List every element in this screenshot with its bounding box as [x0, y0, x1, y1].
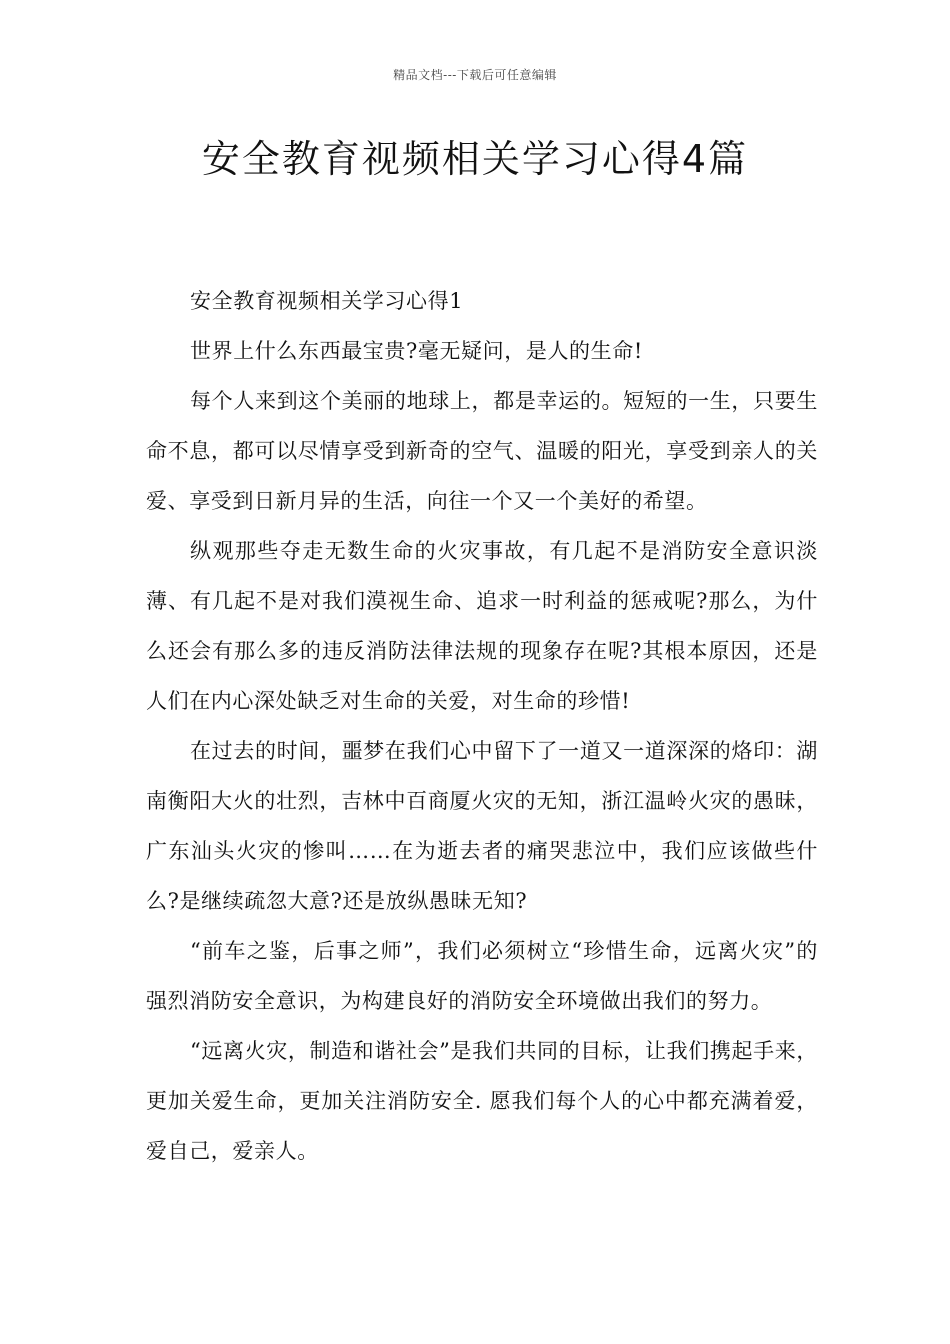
paragraph: 世界上什么东西最宝贵?毫无疑问，是人的生命!: [190, 339, 643, 363]
paragraph: 每个人来到这个美丽的地球上，都是幸运的。短短的一生，只要生命不息，都可以尽情享受到新奇的空气、温暖的阳光，享受到亲人的关爱、享受到日新月异的生活，向往一个又一个美好的希望。: [146, 389, 818, 513]
paragraph: “远离火灾，制造和谐社会”是我们共同的目标，让我们携起手来，更加关爱生命，更加关注消防安全. 愿我们每个人的心中都充满着爱，爱自己，爱亲人。: [146, 1039, 818, 1163]
paragraph: “前车之鉴，后事之师”，我们必须树立“珍惜生命，远离火灾”的强烈消防安全意识，为构建良好的消防安全环境做出我们的努力。: [146, 939, 818, 1013]
paragraph: 纵观那些夺走无数生命的火灾事故，有几起不是消防安全意识淡薄、有几起不是对我们漠视生命、追求一时利益的惩戒呢?那么，为什么还会有那么多的违反消防法律法规的现象存在呢?其根本原因，还是人们在内心深处缺乏对生命的关爱，对生命的珍惜!: [146, 539, 818, 713]
document-body: [146, 276, 818, 1176]
paragraph: 在过去的时间，噩梦在我们心中留下了一道又一道深深的烙印：湖南衡阳大火的壮烈，吉林中百商厦火灾的无知，浙江温岭火灾的愚昧，广东汕头火灾的惨叫……在为逝去者的痛哭悲泣中，我们应该做些什么?是继续疏忽大意?还是放纵愚昧无知?: [146, 739, 818, 913]
header-note: 精品文档---下载后可任意编辑: [393, 68, 557, 82]
document-title: 安全教育视频相关学习心得4篇: [201, 137, 749, 181]
section-heading: 安全教育视频相关学习心得1: [190, 289, 464, 313]
